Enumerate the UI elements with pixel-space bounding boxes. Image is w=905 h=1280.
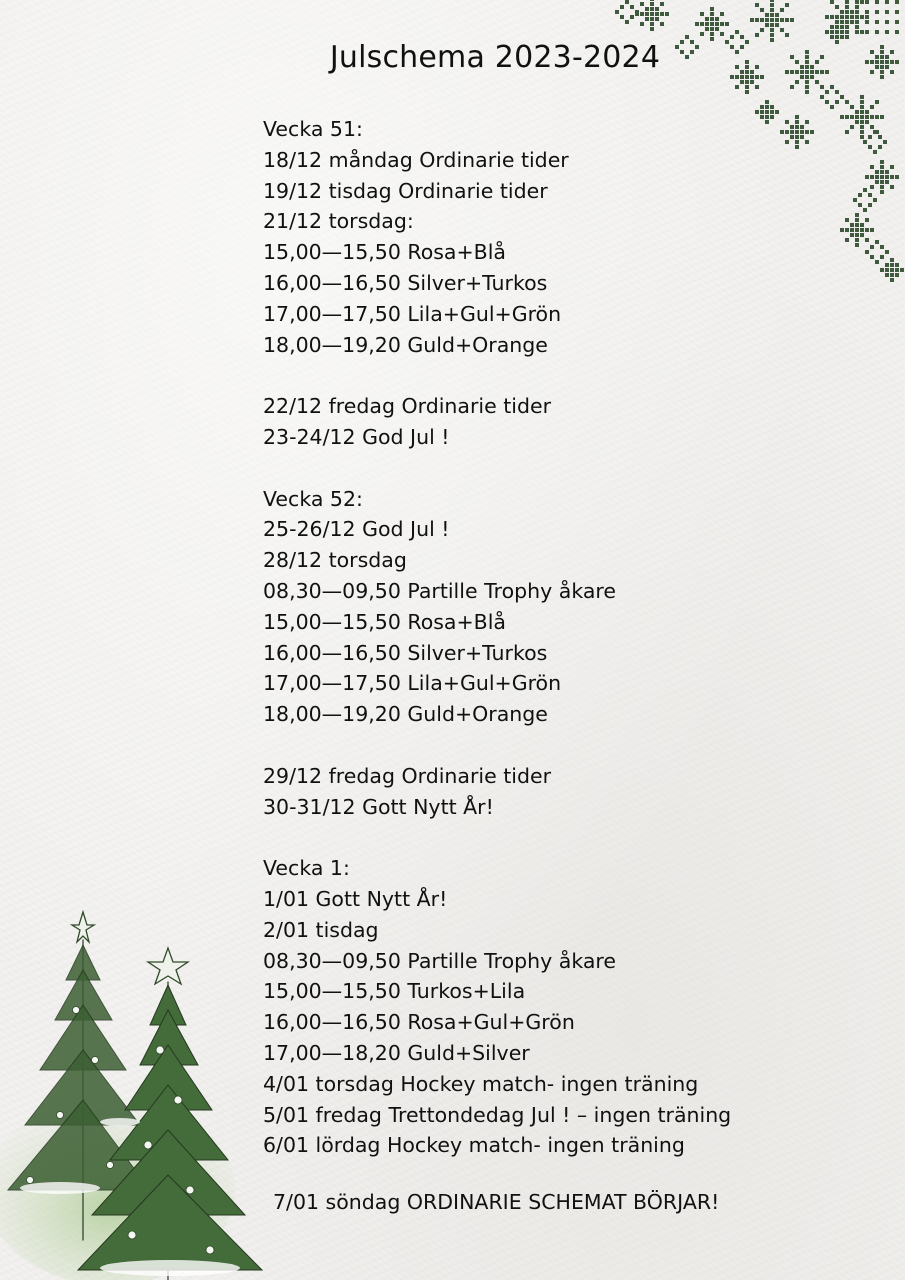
schedule-line: 16,00—16,50 Silver+Turkos [263,640,548,665]
schedule-line: 29/12 fredag Ordinarie tider [263,763,552,788]
schedule-line: 08,30—09,50 Partille Trophy åkare [263,948,616,973]
schedule-line: 18,00—19,20 Guld+Orange [263,702,548,727]
schedule-line: 30-31/12 Gott Nytt År! [263,794,494,819]
spacer [263,730,731,761]
schedule-line: 17,00—17,50 Lila+Gul+Grön [263,671,562,696]
schedule-line: 17,00—18,20 Guld+Silver [263,1040,530,1065]
schedule-line: 5/01 fredag Trettondedag Jul ! – ingen träning [263,1102,732,1127]
schedule-line: Vecka 1: [263,856,350,881]
schedule-line: 15,00—15,50 Turkos+Lila [263,979,526,1004]
schedule-list [263,114,731,1161]
schedule-line: 2/01 tisdag [263,917,379,942]
schedule-line: Vecka 52: [263,486,363,511]
schedule-line: 08,30—09,50 Partille Trophy åkare [263,578,616,603]
spacer [263,453,731,484]
schedule-line: 23-24/12 God Jul ! [263,424,450,449]
spacer [263,360,731,391]
schedule-line: 28/12 torsdag [263,548,407,573]
christmas-trees-illustration [0,900,300,1280]
page-title: Julschema 2023-2024 [329,40,661,75]
spacer [263,822,731,853]
schedule-line: 25-26/12 God Jul ! [263,517,450,542]
schedule-line: 15,00—15,50 Rosa+Blå [263,240,506,265]
schedule-footer: 7/01 söndag ORDINARIE SCHEMAT BÖRJAR! [273,1190,720,1214]
schedule-line: 4/01 torsdag Hockey match- ingen träning [263,1071,699,1096]
schedule-line: 16,00—16,50 Rosa+Gul+Grön [263,1010,575,1035]
schedule-line: 17,00—17,50 Lila+Gul+Grön [263,301,562,326]
schedule-line: 15,00—15,50 Rosa+Blå [263,609,506,634]
schedule-line: 18,00—19,20 Guld+Orange [263,332,548,357]
schedule-line: 6/01 lördag Hockey match- ingen träning [263,1133,685,1158]
schedule-line: 18/12 måndag Ordinarie tider [263,147,569,172]
schedule-line: 19/12 tisdag Ordinarie tider [263,178,548,203]
schedule-line: 21/12 torsdag: [263,209,414,234]
schedule-line: Vecka 51: [263,117,363,141]
schedule-line: 16,00—16,50 Silver+Turkos [263,270,548,295]
schedule-line: 22/12 fredag Ordinarie tider [263,394,552,419]
schedule-line: 1/01 Gott Nytt År! [263,886,448,911]
